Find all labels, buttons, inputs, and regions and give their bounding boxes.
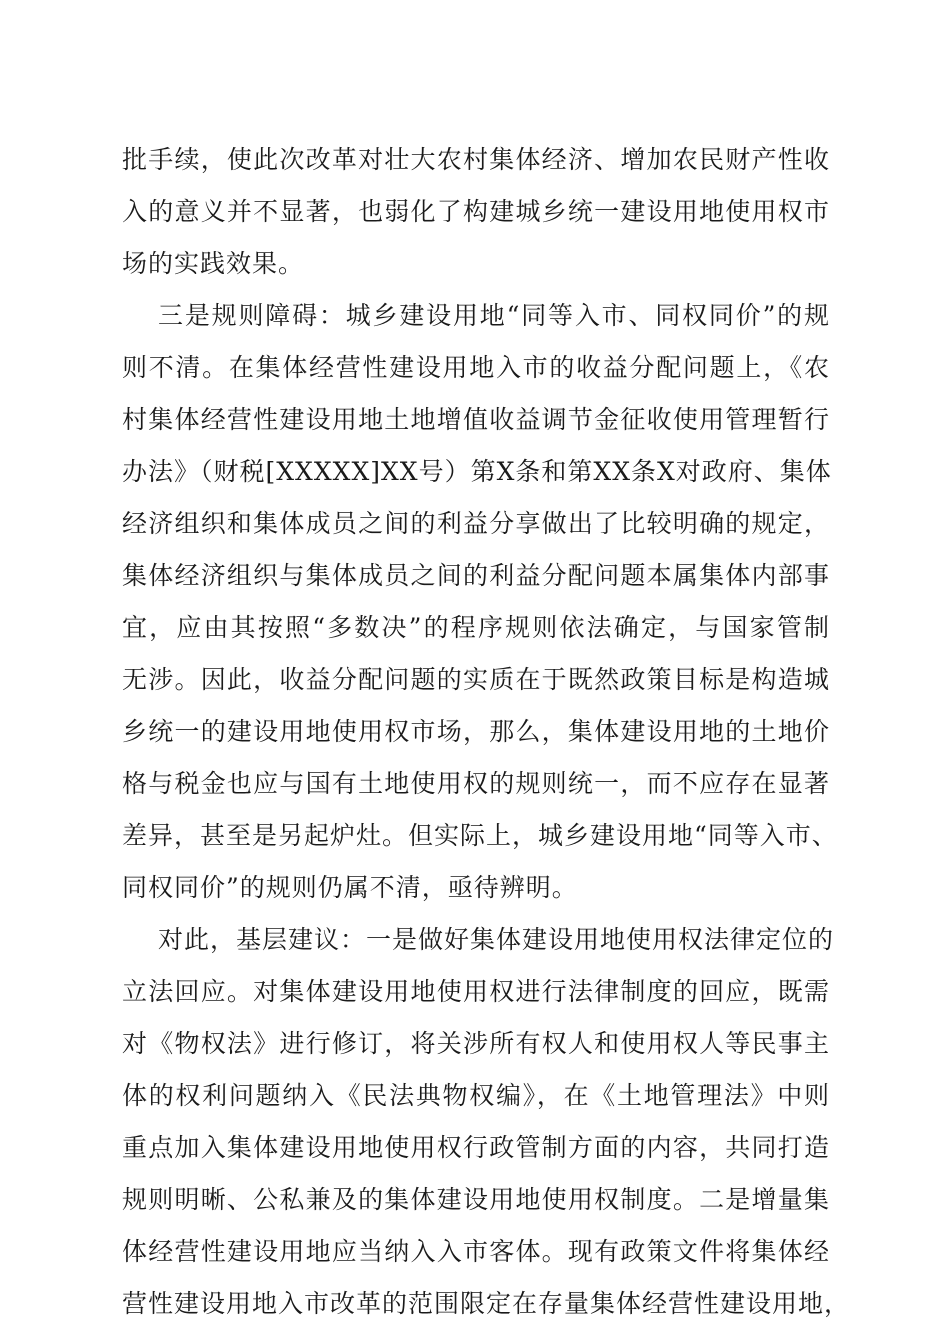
paragraph-3-line-4: 体的权利问题纳入《民法典物权编》，在《土地管理法》中则 — [122, 1081, 830, 1110]
paragraph-2-line-6: 集体经济组织与集体成员之间的利益分配问题本属集体内部事 — [122, 561, 830, 590]
paragraph-1-line-3: 场的实践效果。 — [122, 249, 305, 278]
paragraph-1-line-1: 批手续，使此次改革对壮大农村集体经济、增加农民财产性收 — [122, 145, 830, 174]
paragraph-2-line-10: 格与税金也应与国有土地使用权的规则统一，而不应存在显著 — [122, 769, 830, 798]
paragraph-3-line-1: 对此，基层建议：一是做好集体建设用地使用权法律定位的 — [158, 925, 835, 954]
paragraph-2-line-5: 经济组织和集体成员之间的利益分享做出了比较明确的规定， — [122, 509, 830, 538]
paragraph-3-line-7: 体经营性建设用地应当纳入入市客体。现有政策文件将集体经 — [122, 1237, 830, 1266]
paragraph-2-line-1: 三是规则障碍：城乡建设用地“同等入市、同权同价”的规 — [158, 301, 830, 330]
paragraph-2-line-3: 村集体经营性建设用地土地增值收益调节金征收使用管理暂行 — [122, 405, 830, 434]
paragraph-3-line-2: 立法回应。对集体建设用地使用权进行法律制度的回应，既需 — [122, 977, 830, 1006]
paragraph-3-line-5: 重点加入集体建设用地使用权行政管制方面的内容，共同打造 — [122, 1133, 830, 1162]
paragraph-2-line-4: 办法》（财税[XXXXX]XX号）第X条和第XX条X对政府、集体 — [122, 457, 832, 486]
paragraph-3-line-3: 对《物权法》进行修订，将关涉所有权人和使用权人等民事主 — [122, 1029, 830, 1058]
paragraph-2-line-12: 同权同价”的规则仍属不清，亟待辨明。 — [122, 873, 578, 902]
paragraph-2-line-7: 宜，应由其按照“多数决”的程序规则依法确定，与国家管制 — [122, 613, 830, 642]
paragraph-1-line-2: 入的意义并不显著，也弱化了构建城乡统一建设用地使用权市 — [122, 197, 830, 226]
paragraph-2-line-8: 无涉。因此，收益分配问题的实质在于既然政策目标是构造城 — [122, 665, 830, 694]
paragraph-3-line-6: 规则明晰、公私兼及的集体建设用地使用权制度。二是增量集 — [122, 1185, 830, 1214]
paragraph-2-line-11: 差异，甚至是另起炉灶。但实际上，城乡建设用地“同等入市、 — [122, 821, 838, 850]
paragraph-3-line-8: 营性建设用地入市改革的范围限定在存量集体经营性建设用地， — [122, 1289, 851, 1318]
paragraph-2-line-9: 乡统一的建设用地使用权市场，那么，集体建设用地的土地价 — [122, 717, 830, 746]
paragraph-2-line-2: 则不清。在集体经营性建设用地入市的收益分配问题上，《农 — [122, 353, 830, 382]
